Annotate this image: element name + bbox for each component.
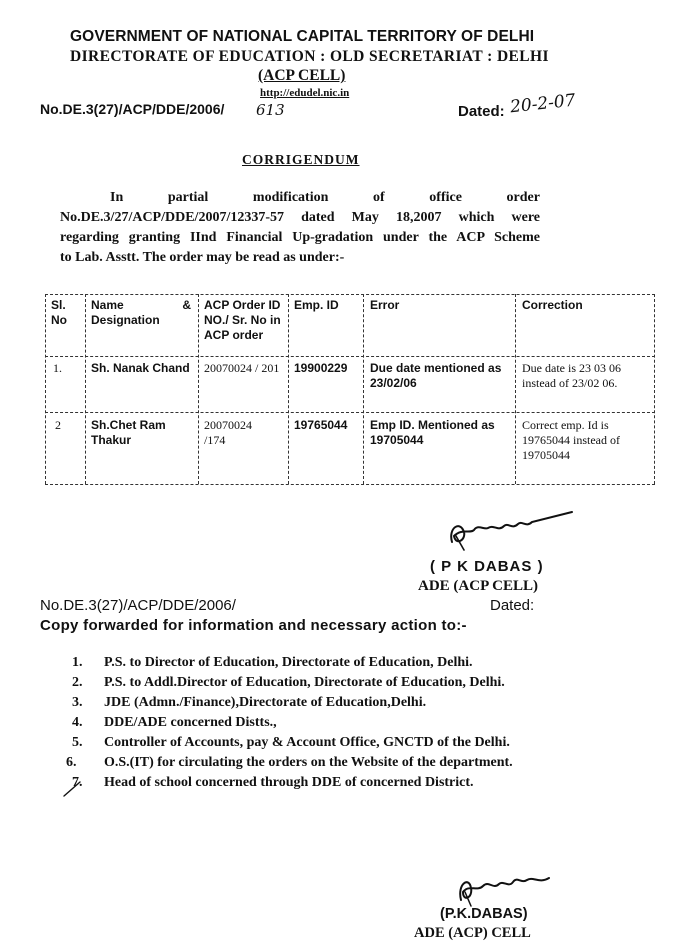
table-cell-correction: Correct emp. Id is 19765044 instead of 19705044 — [522, 418, 620, 462]
table-cell-order: 20070024 / 201 — [204, 361, 280, 375]
table-rule — [515, 294, 516, 484]
table-header-error: Error — [370, 298, 400, 312]
list-item: 3. JDE (Admn./Finance),Directorate of Education,Delhi. — [72, 695, 427, 710]
table-rule — [45, 294, 655, 295]
table-rule — [85, 294, 86, 484]
list-item: 6. O.S.(IT) for circulating the orders on the Website of the department. — [66, 755, 513, 770]
table-rule — [198, 294, 199, 484]
table-cell-emp-id: 19765044 — [294, 418, 348, 432]
copy-forward-heading: Copy forwarded for information and necessary action to:- — [40, 617, 467, 634]
copy-dated-label: Dated: — [490, 597, 535, 614]
table-header-emp-id: Emp. ID — [294, 298, 339, 312]
reference-number: No.DE.3(27)/ACP/DDE/2006/ — [40, 101, 225, 117]
table-rule — [45, 412, 655, 413]
body-paragraph — [60, 188, 540, 268]
table-rule — [288, 294, 289, 484]
table-rule — [45, 484, 655, 485]
tick-mark-icon — [62, 780, 84, 798]
corrections-table — [45, 294, 655, 484]
table-rule — [654, 294, 655, 484]
body-line: to Lab. Asstt. The order may be read as under:- — [60, 250, 345, 265]
signatory-name-1: ( P K DABAS ) — [430, 558, 544, 575]
distribution-list — [66, 654, 542, 794]
handwritten-date: 20-2-07 — [509, 90, 577, 118]
header-government: GOVERNMENT OF NATIONAL CAPITAL TERRITORY OF DELHI — [70, 28, 535, 45]
list-item: 4. DDE/ADE concerned Distts., — [72, 715, 277, 730]
list-item: 5. Controller of Accounts, pay & Account Office, GNCTD of the Delhi. — [72, 735, 510, 750]
copy-reference-number: No.DE.3(27)/ACP/DDE/2006/ — [40, 597, 236, 614]
table-cell-name: Sh.Chet Ram Thakur — [91, 418, 166, 447]
list-item: 7. Head of school concerned through DDE of concerned District. — [72, 775, 474, 790]
body-line: No.DE.3/27/ACP/DDE/2007/12337-57 dated May 18,2007 which were — [60, 210, 540, 225]
table-header-order: ACP Order ID NO./ Sr. No in ACP order — [204, 298, 281, 342]
table-cell-sl: 1. — [53, 361, 62, 375]
body-line: regarding granting IInd Financial Up-gradation under the ACP Scheme — [60, 230, 540, 245]
header-website-link[interactable]: http://edudel.nic.in — [260, 87, 350, 99]
table-cell-order: 20070024 /174 — [204, 418, 252, 447]
table-header-sl: Sl. No — [51, 298, 67, 327]
dated-label: Dated: — [458, 103, 505, 120]
table-rule — [45, 294, 46, 484]
table-rule — [363, 294, 364, 484]
list-item: 2. P.S. to Addl.Director of Education, Directorate of Education, Delhi. — [72, 675, 505, 690]
table-rule — [45, 356, 655, 357]
list-item: 1. P.S. to Director of Education, Directorate of Education, Delhi. — [72, 655, 473, 670]
handwritten-reference-number: 613 — [256, 101, 285, 119]
table-cell-sl: 2 — [55, 418, 61, 432]
signatory-designation-1: ADE (ACP CELL) — [418, 578, 539, 594]
signatory-designation-2: ADE (ACP) CELL — [414, 925, 531, 941]
table-header-name: Name & Designation — [91, 298, 191, 327]
table-cell-error: Due date mentioned as 23/02/06 — [370, 361, 502, 390]
signatory-name-2: (P.K.DABAS) — [440, 906, 528, 922]
table-cell-emp-id: 19900229 — [294, 361, 348, 375]
header-directorate: DIRECTORATE OF EDUCATION : OLD SECRETARIAT : DELHI — [70, 48, 549, 65]
table-header-correction: Correction — [522, 298, 583, 312]
header-cell: (ACP CELL) — [258, 67, 346, 84]
table-cell-name: Sh. Nanak Chand — [91, 361, 190, 375]
signature-1 — [446, 506, 576, 561]
document-title: CORRIGENDUM — [242, 152, 360, 167]
body-line: In partial modification of office order — [110, 190, 540, 205]
table-cell-correction: Due date is 23 03 06 instead of 23/02 06. — [522, 361, 621, 390]
table-cell-error: Emp ID. Mentioned as 19705044 — [370, 418, 495, 447]
